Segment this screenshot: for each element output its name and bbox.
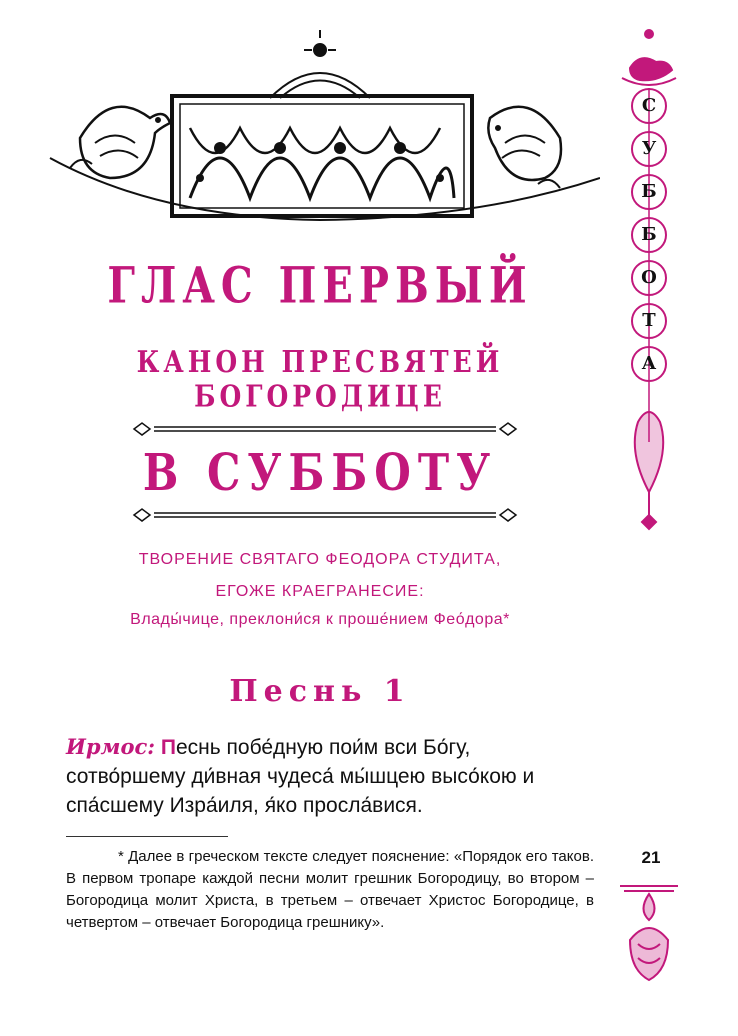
ornamental-divider-icon — [130, 505, 520, 527]
sidebar-letter: Б — [641, 181, 657, 202]
page-corner-ornament-icon — [616, 880, 682, 990]
footnote-text: * Далее в греческом тексте следует пояснение: «Порядок его таков. В первом тропаре каждой песни молит грешник Богородицу, во втором – Богородица молит Христа, в третьем – отвечает Христос Богородице, в четвертом – отвечает Богородица грешнику». — [66, 848, 594, 931]
ornamental-headpiece-icon — [40, 28, 600, 238]
irmos-text: еснь побе́дную пои́м вси Бо́гу, сотво́ршему ди́вная чудеса́ мы́шцею высо́кою и спа́сшему Изра́иля, я́ко просла́вися. — [66, 736, 535, 817]
subtitle-acrostic: Влады́чице, преклони́ся к проше́нием Фео́дора* — [130, 611, 510, 628]
sidebar-letter: С — [641, 95, 657, 116]
subtitle-acrostic-label: ЕГОЖЕ КРАЕГРАНЕСИЕ: — [215, 583, 425, 600]
ornamental-divider-icon — [130, 419, 520, 441]
page-number: 21 — [641, 848, 661, 867]
title-subbotu: В СУББОТУ — [142, 443, 498, 502]
footnote — [66, 846, 594, 934]
irmos-paragraph — [66, 732, 594, 820]
sidebar-letter: Т — [642, 310, 656, 331]
title-glas: ГЛАС ПЕРВЫЙ — [107, 256, 533, 315]
footnote-rule — [66, 836, 228, 837]
sidebar-letter: О — [641, 267, 657, 288]
sidebar-letter: А — [641, 353, 657, 374]
song-title: Песнь 1 — [229, 674, 411, 709]
sidebar-letter: У — [641, 138, 657, 159]
subtitle-author: ТВОРЕНИЕ СВЯТАГО ФЕОДОРА СТУДИТА, — [138, 551, 502, 568]
sidebar-letter: Б — [641, 224, 657, 245]
title-kanon: КАНОН ПРЕСВЯТЕЙ БОГОРОДИЦЕ — [136, 344, 504, 414]
irmos-label: Ирмос: — [66, 734, 156, 759]
irmos-initial: П — [160, 736, 176, 759]
